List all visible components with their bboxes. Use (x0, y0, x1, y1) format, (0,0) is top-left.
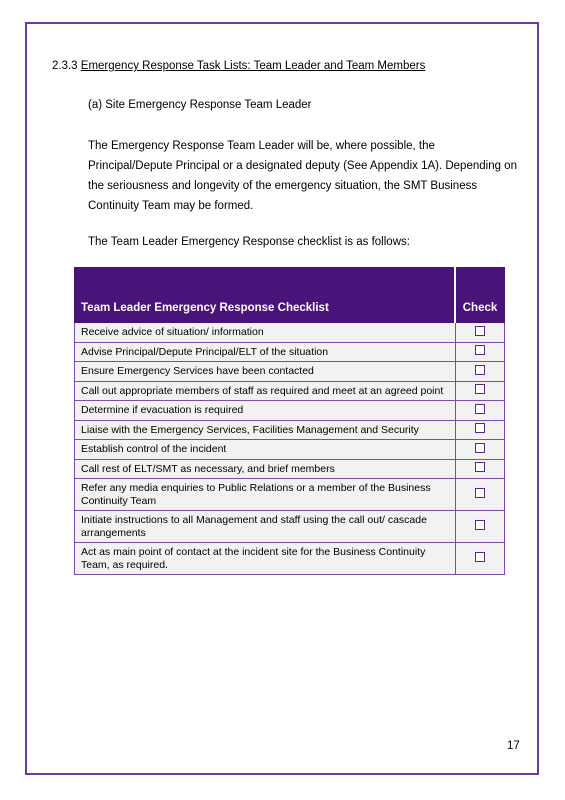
table-row (75, 362, 505, 382)
task-text: Advise Principal/Depute Principal/ELT of the situation (81, 345, 329, 358)
task-text: Establish control of the incident (81, 443, 227, 455)
paragraph-line: the seriousness and longevity of the emergency situation, the SMT Business (88, 180, 478, 192)
paragraph-line: Principal/Depute Principal or a designated deputy (See Appendix 1A). Depending on (88, 160, 517, 172)
page-number: 17 (507, 740, 520, 752)
table-header-row (75, 268, 505, 323)
task-text: Call rest of ELT/SMT as necessary, and brief members (81, 462, 335, 475)
check-cell (455, 440, 505, 460)
section-title: Emergency Response Task Lists: Team Leader and Team Members (80, 60, 426, 72)
checkbox[interactable] (475, 443, 485, 453)
table-row (75, 479, 505, 511)
check-cell (455, 479, 505, 511)
table-row (75, 381, 505, 401)
task-text: Ensure Emergency Services have been contacted (81, 365, 314, 377)
check-cell (455, 420, 505, 440)
checkbox[interactable] (475, 488, 485, 498)
description-paragraph (88, 136, 528, 216)
section-number: 2.3.3 (52, 60, 78, 72)
check-cell (455, 401, 505, 421)
header-task: Team Leader Emergency Response Checklist (75, 268, 456, 323)
checkbox[interactable] (475, 423, 485, 433)
task-text: Team, as required. (81, 558, 168, 571)
task-text: Initiate instructions to all Management and staff using the call out/ cascade (81, 514, 427, 526)
task-text: Refer any media enquiries to Public Relations or a member of the Business (81, 482, 431, 494)
checklist-body (75, 323, 505, 575)
task-cell (75, 381, 456, 401)
paragraph-line: Continuity Team may be formed. (88, 200, 254, 212)
table-row (75, 440, 505, 460)
task-cell (75, 511, 456, 543)
checkbox[interactable] (475, 326, 485, 336)
task-text: Act as main point of contact at the incident site for the Business Continuity (81, 546, 426, 558)
check-cell (455, 323, 505, 343)
checkbox[interactable] (475, 365, 485, 375)
task-cell (75, 323, 456, 343)
section-heading (52, 60, 425, 72)
paragraph-line: The Emergency Response Team Leader will be, where possible, the (88, 140, 435, 152)
table-row (75, 543, 505, 575)
checkbox[interactable] (475, 384, 485, 394)
task-cell (75, 459, 456, 479)
task-cell (75, 362, 456, 382)
checkbox[interactable] (475, 520, 485, 530)
task-text: Continuity Team (81, 494, 157, 507)
task-cell (75, 342, 456, 362)
checkbox[interactable] (475, 552, 485, 562)
table-row (75, 323, 505, 343)
table-row (75, 511, 505, 543)
task-text: Call out appropriate members of staff as required and meet at an agreed point (81, 384, 444, 397)
checklist-table (74, 267, 505, 575)
checkbox[interactable] (475, 404, 485, 414)
checkbox[interactable] (475, 345, 485, 355)
check-cell (455, 362, 505, 382)
check-cell (455, 459, 505, 479)
checkbox[interactable] (475, 462, 485, 472)
table-row (75, 401, 505, 421)
task-cell (75, 401, 456, 421)
check-cell (455, 342, 505, 362)
table-row (75, 459, 505, 479)
task-text: Liaise with the Emergency Services, Facilities Management and Security (81, 423, 419, 436)
task-cell (75, 420, 456, 440)
task-text: Receive advice of situation/ information (81, 326, 264, 338)
table-row (75, 342, 505, 362)
checklist-intro: The Team Leader Emergency Response checklist is as follows: (88, 236, 410, 248)
subsection-heading: (a) Site Emergency Response Team Leader (88, 99, 312, 111)
task-cell (75, 543, 456, 575)
table-row (75, 420, 505, 440)
check-cell (455, 543, 505, 575)
header-check: Check (455, 268, 505, 323)
task-cell (75, 479, 456, 511)
task-cell (75, 440, 456, 460)
check-cell (455, 511, 505, 543)
check-cell (455, 381, 505, 401)
task-text: Determine if evacuation is required (81, 404, 244, 416)
task-text: arrangements (81, 526, 146, 539)
